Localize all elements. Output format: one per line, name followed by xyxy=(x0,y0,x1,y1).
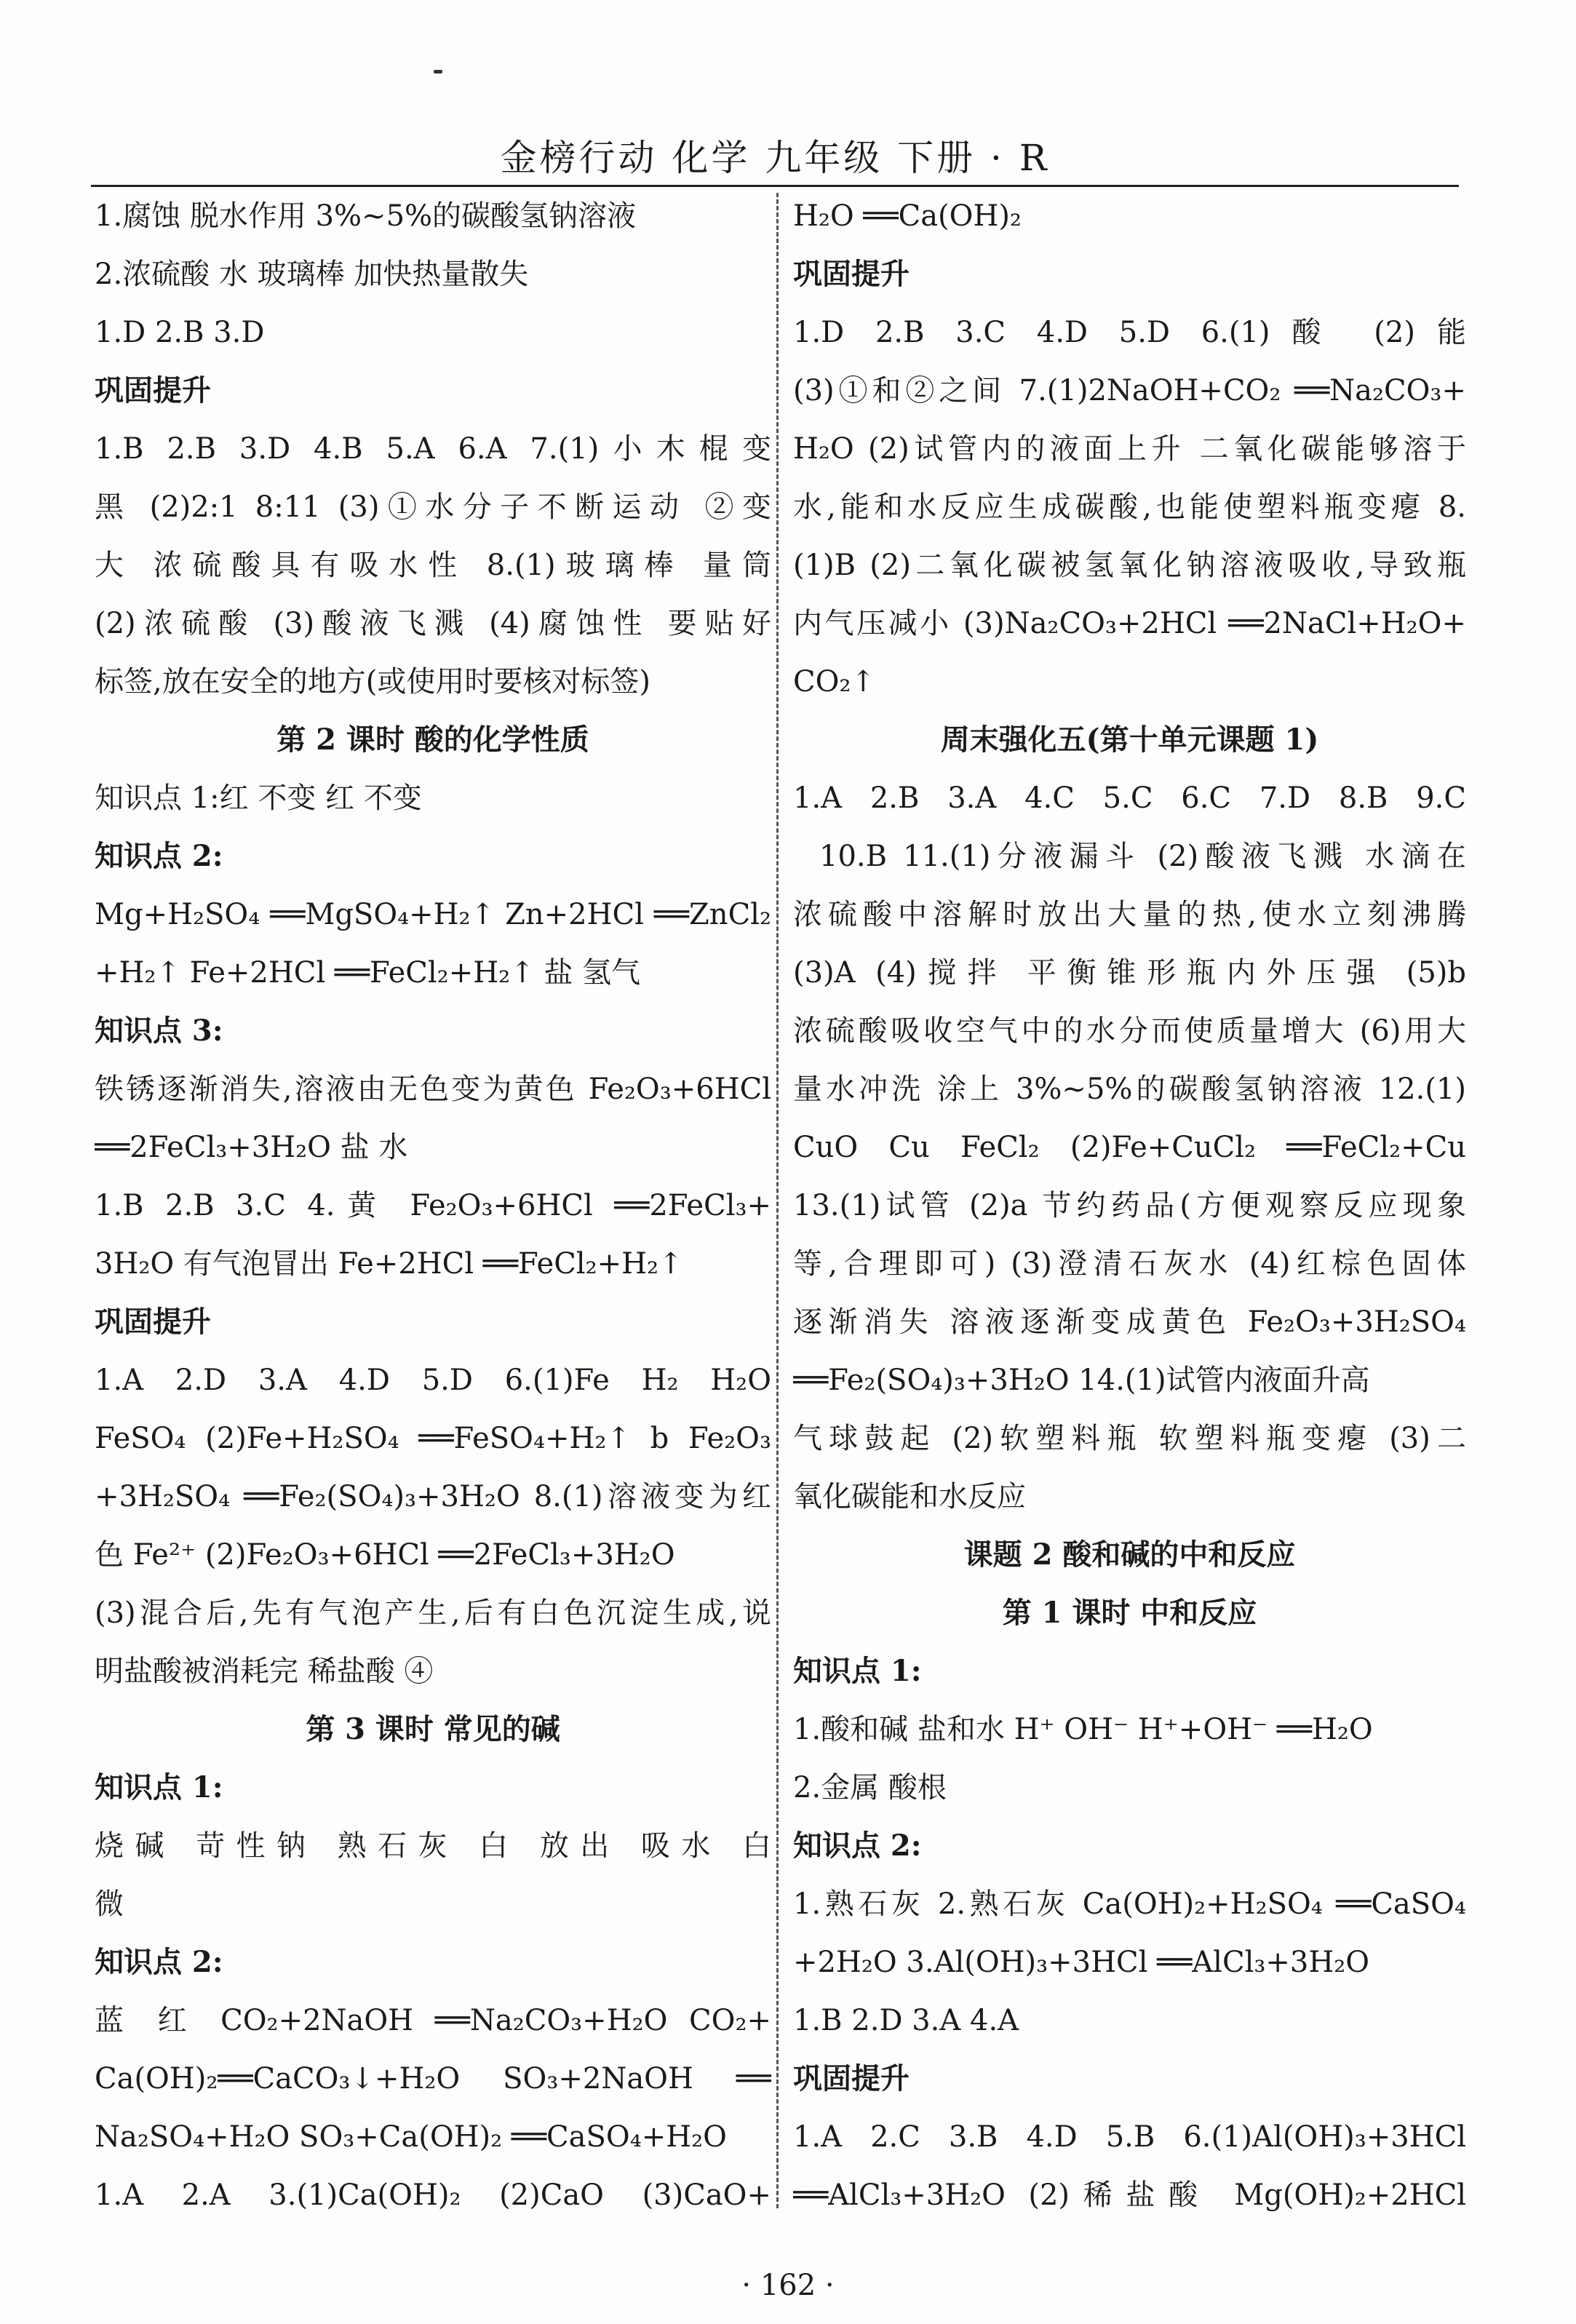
answer-line: 1.B 2.D 3.A 4.A xyxy=(793,2004,1019,2037)
answer-line: 氧化碳能和水反应 xyxy=(793,1480,1026,1513)
answer-line: 大 浓硫酸具有吸水性 8.(1)玻璃棒 量筒 xyxy=(95,549,771,582)
answer-line: ══AlCl₃+3H₂O (2)稀盐酸 Mg(OH)₂+2HCl xyxy=(793,2178,1466,2212)
section-heading: 周末强化五(第十单元课题 1) xyxy=(940,723,1319,757)
section-heading: 第 2 课时 酸的化学性质 xyxy=(276,723,589,757)
running-header: 金榜行动 化学 九年级 下册 · R xyxy=(500,137,1050,179)
answer-line: Ca(OH)₂══CaCO₃↓+H₂O SO₃+2NaOH ══ xyxy=(95,2062,771,2096)
answer-line: 量水冲洗 涂上 3%~5%的碳酸氢钠溶液 12.(1) xyxy=(793,1073,1466,1106)
subsection-label: 知识点 1: xyxy=(793,1654,922,1688)
answer-line: 蓝 红 CO₂+2NaOH ══Na₂CO₃+H₂O CO₂+ xyxy=(95,2004,771,2037)
answer-line: (3)混合后,先有气泡产生,后有白色沉淀生成,说 xyxy=(95,1596,771,1630)
answer-line: +3H₂SO₄ ══Fe₂(SO₄)₃+3H₂O 8.(1)溶液变为红 xyxy=(95,1480,771,1513)
answer-line: 1.B 2.B 3.C 4.黄 Fe₂O₃+6HCl ══2FeCl₃+ xyxy=(95,1189,771,1222)
subsection-label: 知识点 2: xyxy=(95,1945,223,1979)
answer-line: 明盐酸被消耗完 稀盐酸 ④ xyxy=(95,1655,434,1688)
subsection-label: 知识点 1: xyxy=(95,1770,223,1804)
answer-line: ══2FeCl₃+3H₂O 盐 水 xyxy=(95,1131,408,1164)
page-number: · 162 · xyxy=(741,2269,835,2302)
answer-line: 1.D 2.B 3.C 4.D 5.D 6.(1)酸 (2)能 xyxy=(793,316,1466,349)
answer-line: 3H₂O 有气泡冒出 Fe+2HCl ══FeCl₂+H₂↑ xyxy=(95,1247,683,1281)
subsection-label: 巩固提升 xyxy=(95,373,211,407)
answer-line: 色 Fe²⁺ (2)Fe₂O₃+6HCl ══2FeCl₃+3H₂O xyxy=(95,1538,675,1572)
answer-line: (3)①和②之间 7.(1)2NaOH+CO₂ ══Na₂CO₃+ xyxy=(793,374,1466,407)
answer-line: 1.B 2.B 3.D 4.B 5.A 6.A 7.(1)小木棍变 xyxy=(95,432,771,466)
subsection-label: 知识点 3: xyxy=(95,1014,223,1048)
subsection-label: 知识点 2: xyxy=(95,839,223,873)
answer-line: 浓硫酸中溶解时放出大量的热,使水立刻沸腾 xyxy=(793,898,1466,931)
answer-line: H₂O ══Ca(OH)₂ xyxy=(793,199,1022,233)
answer-line: (3)A (4)搅拌 平衡锥形瓶内外压强 (5)b xyxy=(793,956,1466,990)
answer-line: 1.A 2.B 3.A 4.C 5.C 6.C 7.D 8.B 9.C xyxy=(793,781,1466,815)
answer-line: +2H₂O 3.Al(OH)₃+3HCl ══AlCl₃+3H₂O xyxy=(793,1946,1370,1979)
answer-line: 微 xyxy=(95,1887,124,1921)
answer-line: 1.熟石灰 2.熟石灰 Ca(OH)₂+H₂SO₄ ══CaSO₄ xyxy=(793,1887,1466,1921)
answer-line: 浓硫酸吸收空气中的水分而使质量增大 (6)用大 xyxy=(793,1014,1466,1048)
answer-line: 2.金属 酸根 xyxy=(793,1771,947,1804)
answer-line: 水,能和水反应生成碳酸,也能使塑料瓶变瘪 8. xyxy=(793,490,1466,524)
ink-speck xyxy=(434,70,442,73)
answer-line: 1.腐蚀 脱水作用 3%~5%的碳酸氢钠溶液 xyxy=(95,199,637,233)
answer-line: 1.A 2.C 3.B 4.D 5.B 6.(1)Al(OH)₃+3HCl xyxy=(793,2120,1466,2154)
subsection-label: 巩固提升 xyxy=(793,257,910,291)
column-divider xyxy=(776,193,779,2208)
answer-line: 标签,放在安全的地方(或使用时要核对标签) xyxy=(95,665,650,699)
answer-line: Na₂SO₄+H₂O SO₃+Ca(OH)₂ ══CaSO₄+H₂O xyxy=(95,2120,727,2154)
answer-line: 10.B 11.(1)分液漏斗 (2)酸液飞溅 水滴在 xyxy=(819,840,1466,873)
answer-line: 逐渐消失 溶液逐渐变成黄色 Fe₂O₃+3H₂SO₄ xyxy=(793,1305,1466,1339)
left-column xyxy=(95,187,771,2224)
answer-line: 2.浓硫酸 水 玻璃棒 加快热量散失 xyxy=(95,258,529,291)
answer-line: CO₂↑ xyxy=(793,665,875,699)
right-column xyxy=(793,187,1466,2224)
answer-line: 内气压减小 (3)Na₂CO₃+2HCl ══2NaCl+H₂O+ xyxy=(793,607,1466,640)
subsection-label: 知识点 2: xyxy=(793,1828,922,1863)
answer-line: 1.A 2.D 3.A 4.D 5.D 6.(1)Fe H₂ H₂O xyxy=(95,1364,771,1397)
answer-line: 铁锈逐渐消失,溶液由无色变为黄色 Fe₂O₃+6HCl xyxy=(95,1073,771,1106)
section-heading: 第 3 课时 常见的碱 xyxy=(306,1712,560,1746)
answer-line: H₂O (2)试管内的液面上升 二氧化碳能够溶于 xyxy=(793,432,1466,466)
answer-line: ══Fe₂(SO₄)₃+3H₂O 14.(1)试管内液面升高 xyxy=(793,1364,1370,1397)
answer-line: 烧碱 苛性钠 熟石灰 白 放出 吸水 白 xyxy=(95,1829,771,1863)
answer-line: 1.D 2.B 3.D xyxy=(95,316,265,349)
subsection-label: 巩固提升 xyxy=(95,1305,211,1339)
answer-line: CuO Cu FeCl₂ (2)Fe+CuCl₂ ══FeCl₂+Cu xyxy=(793,1131,1466,1164)
answer-line: Mg+H₂SO₄ ══MgSO₄+H₂↑ Zn+2HCl ══ZnCl₂ xyxy=(95,898,771,931)
answer-line: 13.(1)试管 (2)a 节约药品(方便观察反应现象 xyxy=(793,1189,1466,1222)
answer-line: 等,合理即可) (3)澄清石灰水 (4)红棕色固体 xyxy=(793,1247,1466,1281)
section-heading: 课题 2 酸和碱的中和反应 xyxy=(963,1537,1296,1572)
subsection-label: 巩固提升 xyxy=(793,2061,910,2096)
section-heading: 第 1 课时 中和反应 xyxy=(1002,1596,1257,1630)
answer-line: 气球鼓起 (2)软塑料瓶 软塑料瓶变瘪 (3)二 xyxy=(793,1422,1466,1455)
answer-line: 黑 (2)2:1 8:11 (3)①水分子不断运动 ②变 xyxy=(95,490,771,524)
answer-line: 知识点 1:红 不变 红 不变 xyxy=(95,781,422,815)
answer-line: (2)浓硫酸 (3)酸液飞溅 (4)腐蚀性 要贴好 xyxy=(95,607,771,640)
answer-line: 1.酸和碱 盐和水 H⁺ OH⁻ H⁺+OH⁻ ══H₂O xyxy=(793,1713,1373,1746)
answer-line: 1.A 2.A 3.(1)Ca(OH)₂ (2)CaO (3)CaO+ xyxy=(95,2178,771,2212)
answer-line: (1)B (2)二氧化碳被氢氧化钠溶液吸收,导致瓶 xyxy=(793,549,1466,582)
answer-line: +H₂↑ Fe+2HCl ══FeCl₂+H₂↑ 盐 氢气 xyxy=(95,956,641,990)
answer-line: FeSO₄ (2)Fe+H₂SO₄ ══FeSO₄+H₂↑ b Fe₂O₃ xyxy=(95,1422,771,1455)
